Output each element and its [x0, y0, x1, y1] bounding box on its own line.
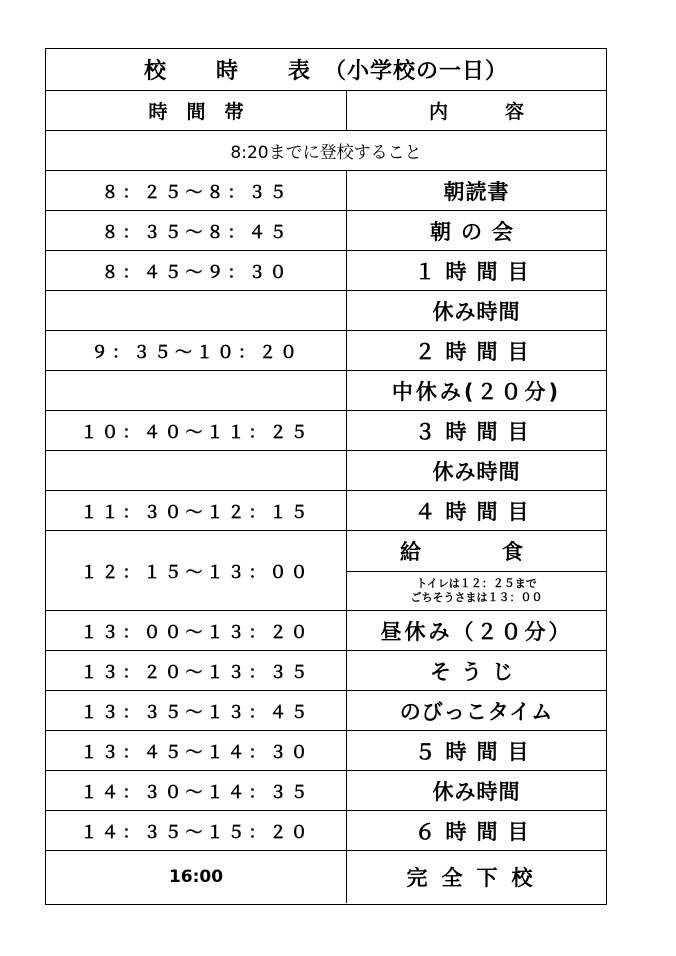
table-row	[46, 771, 606, 811]
table-row	[46, 251, 606, 291]
activity: ４時間目	[414, 499, 539, 524]
table-row	[46, 331, 606, 371]
arrival-notice: 8:20までに登校すること	[230, 143, 422, 163]
table-row	[46, 411, 606, 451]
header-row	[46, 91, 606, 131]
activity: のびっこタイム	[399, 699, 554, 724]
activity: １時間目	[414, 259, 539, 284]
notice-row	[46, 131, 606, 171]
table-row	[46, 291, 606, 331]
time-slot: １４：３０～１４：３５	[80, 783, 312, 803]
timetable	[45, 48, 607, 905]
table-row	[46, 611, 606, 651]
time-slot: １０：４０～１１：２５	[80, 423, 312, 443]
page-title	[144, 54, 508, 85]
activity: ５時間目	[414, 739, 539, 764]
table-row	[46, 371, 606, 411]
time-slot: 16:00	[168, 867, 224, 887]
activity: 中休み(２０分)	[391, 379, 562, 404]
time-slot: ９：３５～１０：２０	[91, 343, 301, 363]
activity: 休み時間	[432, 299, 521, 324]
table-row	[46, 811, 606, 851]
table-row	[46, 731, 606, 771]
activity: 昼休み（２０分）	[380, 619, 573, 644]
activity: 給 食	[400, 540, 553, 564]
activity: 朝の会	[430, 219, 523, 244]
title-main: 校 時 表	[143, 59, 324, 84]
activity: ３時間目	[414, 419, 539, 444]
activity: そうじ	[430, 659, 523, 684]
time-slot: １３：２０～１３：３５	[80, 663, 312, 683]
time-slot: ８：３５～８：４５	[101, 223, 291, 243]
time-slot: １３：００～１３：２０	[80, 623, 312, 643]
time-slot: １３：４５～１４：３０	[80, 743, 312, 763]
activity: ６時間目	[414, 819, 539, 844]
table-row	[46, 451, 606, 491]
activity: 休み時間	[432, 779, 521, 804]
title-row	[46, 49, 606, 91]
table-row	[46, 211, 606, 251]
time-slot: ８：２５～８：３５	[101, 183, 291, 203]
title-subtitle: （小学校の一日）	[324, 59, 509, 84]
table-row	[46, 171, 606, 211]
table-row	[46, 491, 606, 531]
time-slot: １４：３５～１５：２０	[80, 823, 312, 843]
table-row	[46, 851, 606, 903]
activity: ２時間目	[414, 339, 539, 364]
note-line: トイレは１２：２５まで	[416, 577, 537, 590]
content-column-header: 内 容	[428, 101, 524, 123]
time-column-header: 時 間 帯	[148, 101, 244, 123]
time-slot: １３：３５～１３：４５	[80, 703, 312, 723]
activity: 完全下校	[406, 866, 547, 890]
activity: 朝読書	[443, 179, 510, 204]
activity: 休み時間	[432, 459, 521, 484]
time-slot: １２：１５～１３：００	[80, 563, 312, 583]
time-slot: １１：３０～１２：１５	[80, 503, 312, 523]
lunch-notes	[347, 571, 606, 611]
time-slot: ８：４５～９：３０	[101, 263, 291, 283]
table-row	[46, 651, 606, 691]
table-row	[46, 531, 606, 611]
table-row	[46, 691, 606, 731]
note-line: ごちそうさまは１３：００	[410, 591, 543, 604]
